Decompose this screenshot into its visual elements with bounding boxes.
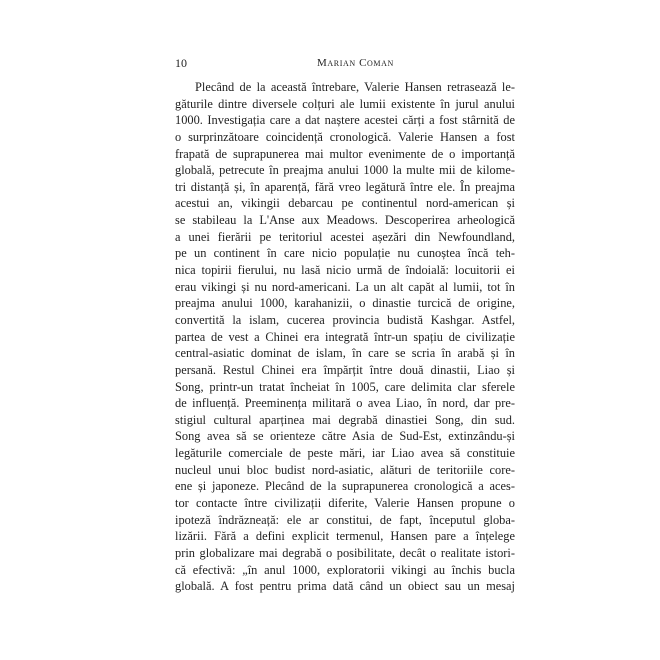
page-number: 10 (175, 56, 187, 70)
text-line: convertită la islam, cucerea provincia budistă Kashgar. Astfel, (175, 312, 515, 327)
text-line: frapată de suprapunerea mai multor evenimente de o importanță (175, 146, 515, 161)
text-line: persană. Restul Chinei era împărțit între două dinastii, Liao și (175, 362, 515, 377)
running-title: Marian Coman (317, 57, 394, 69)
text-line: legăturile comerciale de peste mări, iar Liao avea să constituie (175, 446, 515, 461)
text-line: prin globalizare mai degrabă o posibilitate, decât o realitate istori- (175, 545, 515, 560)
text-line: 1000. Investigația care a dat naștere acestei cărți a fost stârnită de (175, 113, 515, 128)
text-line: preajma anului 1000, karahanizii, o dinastie turcică de origine, (175, 296, 515, 311)
paragraph (175, 79, 515, 595)
text-line: ipoteză îndrăzneață: ele ar constitui, de fapt, începutul globa- (175, 512, 515, 527)
text-line: partea de vest a Chinei era integrată într-un spațiu de civilizație (175, 329, 515, 344)
text-line: a unei fierării pe teritoriul acestei așezări din Newfoundland, (175, 229, 515, 244)
text-line: nucleul unui bloc budist nord-asiatic, alături de teritoriile core- (175, 462, 515, 477)
text-line: central-asiatic dominat de islam, în care se scria în arabă și în (175, 346, 515, 361)
text-line: tor contacte între civilizații diferite, Valerie Hansen propune o (175, 496, 515, 511)
text-line: nica topirii fierului, nu lasă nicio urmă de îndoială: locuitorii ei (175, 263, 515, 278)
text-line: acestui an, vikingii debarcau pe continentul nord-american și (175, 196, 515, 211)
text-line: erau vikingi și nu nord-americani. La un alt capăt al lumii, tot în (175, 279, 515, 294)
text-line: Song avea să se orienteze către Asia de Sud-Est, extinzându-și (175, 429, 515, 444)
text-line: găturile dintre diversele colțuri ale lumii existente în jurul anului (175, 96, 515, 111)
text-line: se stabileau la L'Anse aux Meadows. Descoperirea arheologică (175, 213, 515, 228)
text-line: o surprinzătoare coincidență cronologică. Valerie Hansen a fost (175, 129, 515, 144)
text-line: ene și japoneze. Plecând de la suprapunerea cronologică a aces- (175, 479, 515, 494)
body-text (175, 79, 515, 595)
text-line: Song, printr-un tratat încheiat în 1005, care delimita clar sferele (175, 379, 515, 394)
text-line: stigiul cultural aparținea mai degrabă dinastiei Song, din sud. (175, 412, 515, 427)
text-line: că efectivă: „în anul 1000, exploratorii vikingi au închis bucla (175, 562, 515, 577)
text-line: globală, petrecute în preajma anului 1000 la multe mii de kilome- (175, 163, 515, 178)
running-head (175, 54, 515, 72)
text-line: de influență. Preeminența militară o avea Liao, în nord, dar pre- (175, 396, 515, 411)
text-line: Plecând de la această întrebare, Valerie Hansen retrasează le- (195, 80, 515, 94)
text-line: globală. A fost pentru prima dată când un obiect sau un mesaj (175, 579, 515, 594)
text-line: tri distanță și, în aparență, fără vreo legătură între ele. În preajma (175, 179, 515, 194)
text-line: pe un continent în care nicio populație nu cunoștea încă teh- (175, 246, 515, 261)
text-line: lizării. Fără a defini explicit termenul, Hansen pare a înțelege (175, 529, 515, 544)
